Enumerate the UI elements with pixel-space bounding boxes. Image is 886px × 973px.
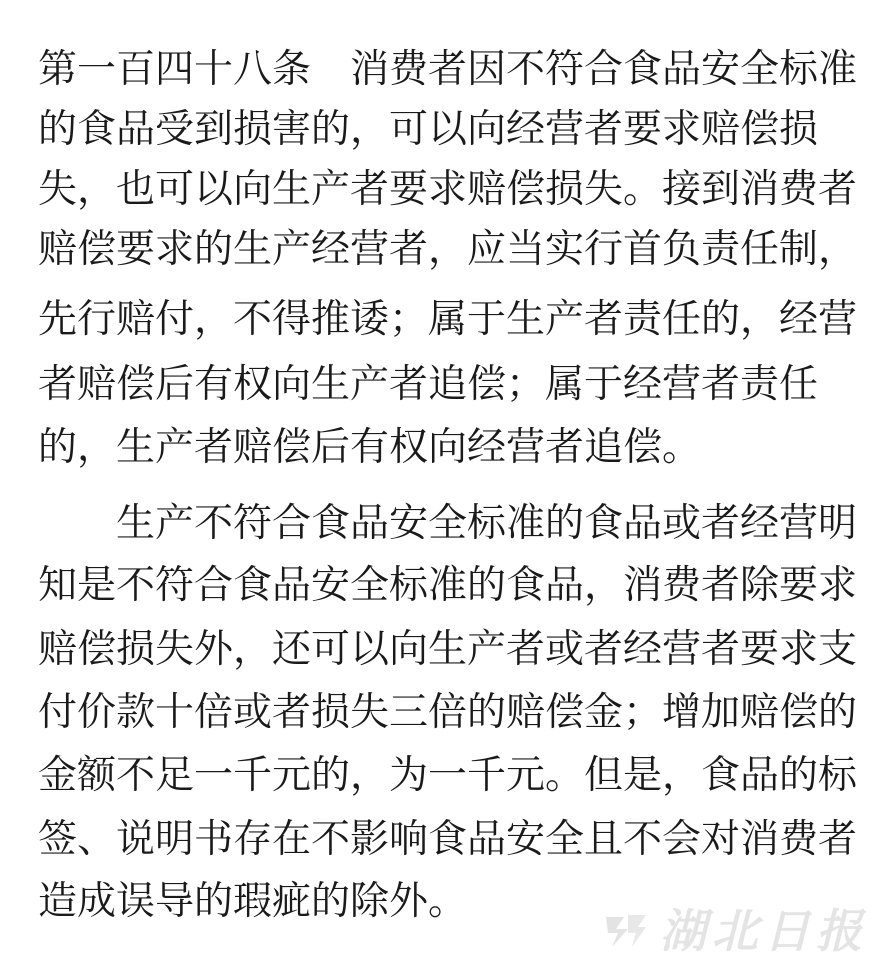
article-line: 知是不符合食品安全标准的食品，消费者除要求 xyxy=(38,563,858,608)
article-line: 生产不符合食品安全标准的食品或者经营明 xyxy=(116,501,858,546)
hubei-daily-logo-icon xyxy=(602,907,650,955)
article-line: 的食品受到损害的，可以向经营者要求赔偿损 xyxy=(38,107,819,152)
article-line: 赔偿损失外，还可以向生产者或者经营者要求支 xyxy=(38,627,858,672)
article-line: 签、说明书存在不影响食品安全且不会对消费者 xyxy=(38,817,858,862)
article-line: 付价款十倍或者损失三倍的赔偿金；增加赔偿的 xyxy=(38,690,858,735)
article-line: 失，也可以向生产者要求赔偿损失。接到消费者 xyxy=(38,167,858,212)
watermark xyxy=(602,899,868,963)
watermark-text: 湖北日报 xyxy=(660,904,868,958)
article-line: 金额不足一千元的，为一千元。但是，食品的标 xyxy=(38,753,858,798)
article-line: 的，生产者赔偿后有权向经营者追偿。 xyxy=(38,425,702,470)
article-line: 者赔偿后有权向生产者追偿；属于经营者责任 xyxy=(38,362,819,407)
article-line: 造成误导的瑕疵的除外。 xyxy=(38,879,468,924)
article-line: 第一百四十八条 消费者因不符合食品安全标准 xyxy=(38,47,858,92)
article-line: 赔偿要求的生产经营者，应当实行首负责任制， xyxy=(38,227,858,272)
article-line: 先行赔付，不得推诿；属于生产者责任的，经营 xyxy=(38,297,858,342)
